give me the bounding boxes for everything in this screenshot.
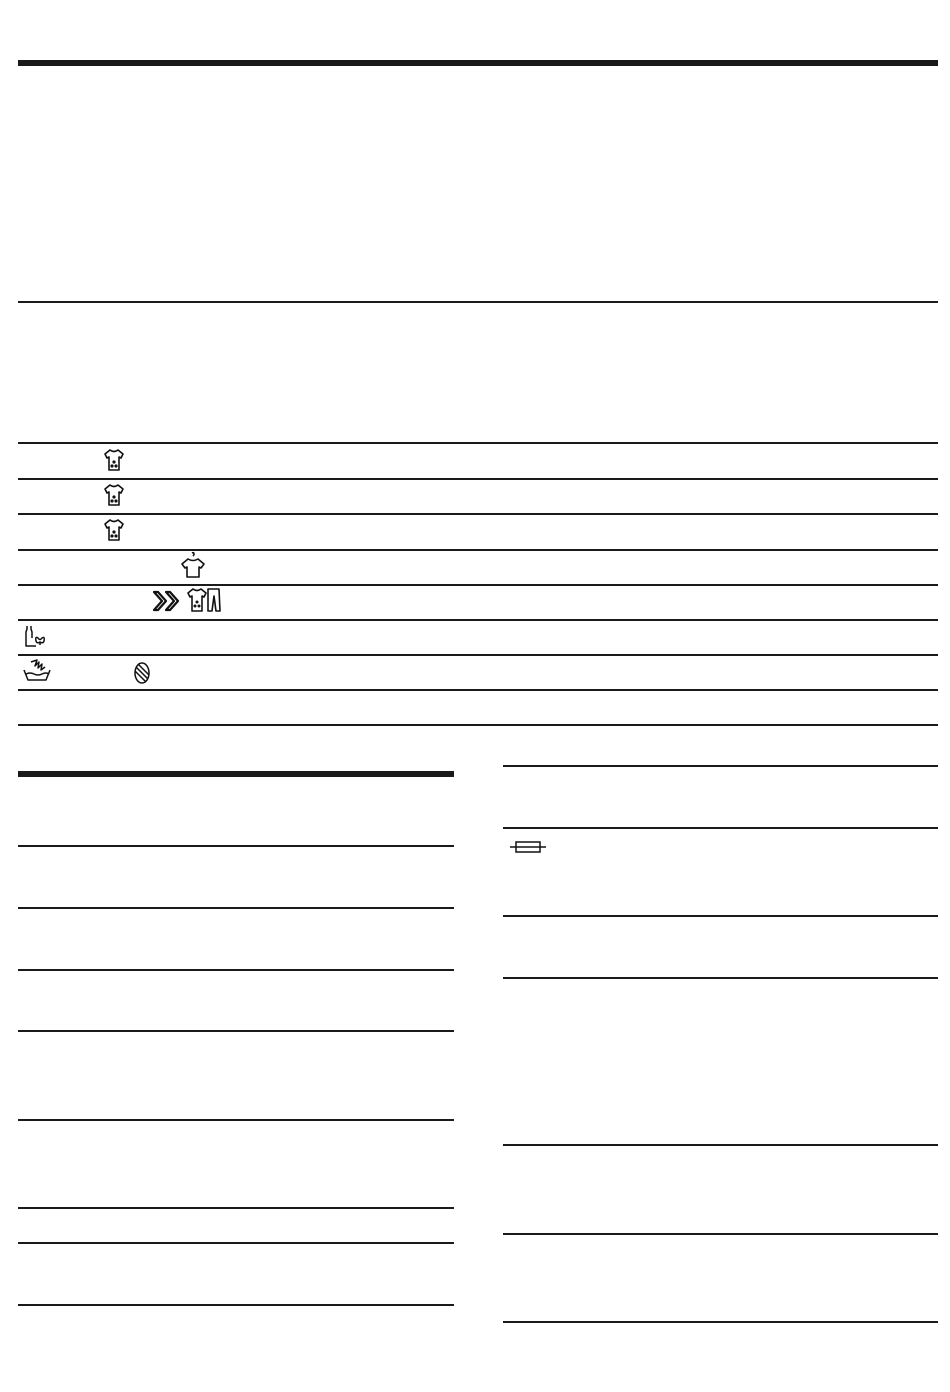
- table-row-divider: [18, 513, 938, 515]
- table-header-rule: [18, 442, 938, 444]
- table-bottom-rule: [18, 724, 938, 726]
- left-row-divider: [18, 1119, 454, 1121]
- table-row-divider: [18, 478, 938, 480]
- left-row-divider: [18, 845, 454, 847]
- shirt-dots-icon: [103, 518, 125, 542]
- right-row-divider: [503, 915, 938, 917]
- left-row-divider: [18, 1242, 454, 1244]
- table-row-divider: [18, 654, 938, 656]
- left-row-divider: [18, 969, 454, 971]
- handwash-basin-icon: [23, 658, 53, 684]
- table-row-divider: [18, 689, 938, 691]
- right-row-divider: [503, 765, 938, 767]
- right-row-divider: [503, 827, 938, 829]
- left-row-divider: [18, 907, 454, 909]
- wool-ball-icon: [133, 661, 151, 685]
- top-heading-rule: [18, 60, 938, 66]
- left-row-divider: [18, 1207, 454, 1209]
- right-row-divider: [503, 977, 938, 979]
- left-row-divider: [18, 1030, 454, 1032]
- section-heading-rule: [18, 771, 454, 777]
- table-row-divider: [18, 549, 938, 551]
- right-row-divider: [503, 1321, 938, 1323]
- right-row-divider: [503, 1233, 938, 1235]
- table-row-divider: [18, 619, 938, 621]
- dress-butterfly-icon: [23, 624, 49, 648]
- table-top-rule: [18, 301, 938, 303]
- shirt-dots-icon: [103, 483, 125, 507]
- double-chevron-icon: [152, 589, 182, 613]
- fuse-icon: [510, 840, 546, 854]
- shirt-trousers-icon: [187, 587, 221, 613]
- left-row-divider: [18, 1304, 454, 1306]
- table-row-divider: [18, 584, 938, 586]
- shirt-hanger-icon: [180, 551, 206, 579]
- right-row-divider: [503, 1144, 938, 1146]
- shirt-dots-icon: [103, 448, 125, 472]
